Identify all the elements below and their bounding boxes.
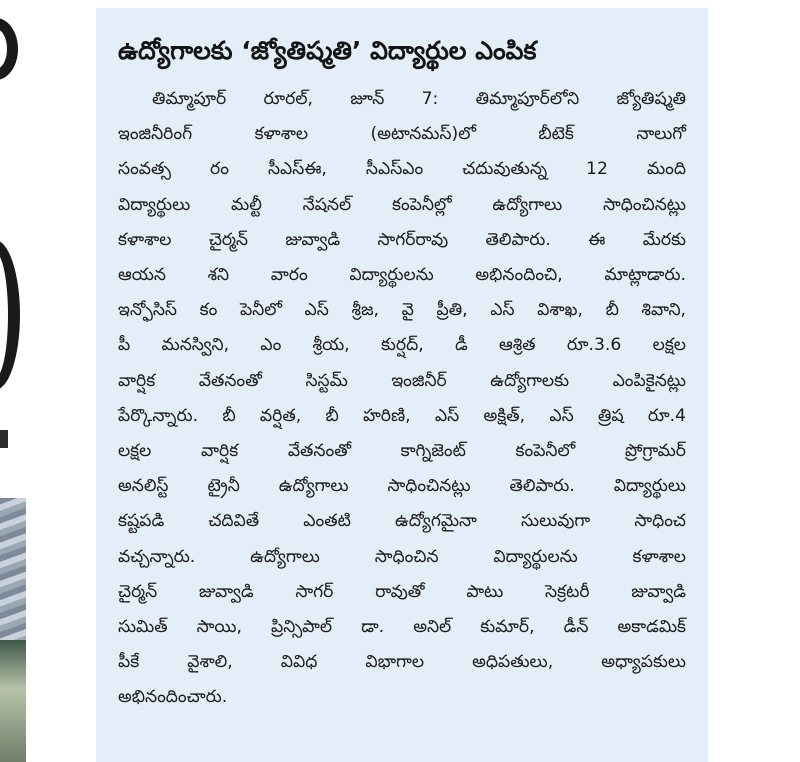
article-headline: ఉద్యోగాలకు ‘జ్యోతిష్మతి’ విద్యార్థుల ఎంపిక <box>118 36 537 65</box>
article-body-line: లక్షల వార్షిక వేతనంతో కాగ్నిజెంట్ కంపెనీలో ప్రోగ్రామర్ <box>118 441 686 462</box>
article-body-line: కష్టపడి చదివితే ఎంతటి ఉద్యోగమైనా సులువుగా సాధించ <box>118 511 686 532</box>
article-body-line: వచ్చన్నారు. ఉద్యోగాలు సాధించిన విద్యార్థులను కళాశాల <box>118 546 686 567</box>
adjacent-headline-glyph <box>0 18 18 80</box>
news-article <box>96 8 708 762</box>
article-body-line: తిమ్మాపూర్ రూరల్, జూన్ 7: తిమ్మాపూర్‌లోని జ్యోతిష్మతి <box>152 89 686 109</box>
adjacent-text-fragment <box>0 430 8 448</box>
article-body-line: అభినందించారు. <box>118 687 228 708</box>
article-body-line: ఆయన శని వారం విద్యార్థులను అభినందించి, మాట్లాడారు. <box>118 265 686 286</box>
adjacent-headline-glyph <box>0 240 20 390</box>
article-body-line: పీ మనస్విని, ఎం శ్రీయ, కుర్షద్, డీ ఆశ్రిత రూ.3.6 లక్షల <box>118 335 686 356</box>
article-body-line: ఇంజినీరింగ్ కళాశాల (అటానమస్)లో బీటెక్ నాలుగో <box>118 124 686 145</box>
article-body-line: ఇన్ఫోసిస్ కం పెనీలో ఎస్ శ్రీజ, వై ప్రీతి, ఎస్ విశాఖ, బీ శివాని, <box>118 300 686 321</box>
article-body-line: అనలిస్ట్ ట్రైనీ ఉద్యోగాలు సాధించినట్లు తెలిపారు. విద్యార్థులు <box>118 476 686 497</box>
adjacent-clipping-fragment <box>0 0 28 762</box>
article-body-line: పేర్కొన్నారు. బీ వర్షిత, బీ హరిణి, ఎస్ అక్షిత్, ఎస్ త్రిష రూ.4 <box>118 405 686 426</box>
article-body <box>118 82 686 716</box>
article-body-line: సుమిత్ సాయి, ప్రిన్సిపాల్ డా. అనిల్ కుమార్, డీన్ అకాడమిక్ <box>118 617 686 638</box>
article-body-line: పీకే వైశాలి, వివిధ విభాగాల అధిపతులు, అధ్యాపకులు <box>118 652 686 673</box>
article-body-line: కళాశాల చైర్మన్ జువ్వాడి సాగర్‌రావు తెలిపారు. ఈ మేరకు <box>118 229 686 250</box>
article-body-line: వార్షిక వేతనంతో సిస్టమ్ ఇంజినీర్ ఉద్యోగాలకు ఎంపికైనట్లు <box>118 370 686 391</box>
adjacent-photo-fragment <box>0 640 26 762</box>
article-body-line: విద్యార్థులు మల్టీ నేషనల్ కంపెనీల్లో ఉద్యోగాలు సాధించినట్లు <box>118 194 686 215</box>
article-body-line: సంవత్స రం సీఎస్ఈ, సీఎస్ఎం చదువుతున్న 12 మంది <box>118 159 686 180</box>
article-body-line: చైర్మన్ జువ్వాడి సాగర్ రావుతో పాటు సెక్రటరీ జువ్వాడి <box>118 581 686 602</box>
